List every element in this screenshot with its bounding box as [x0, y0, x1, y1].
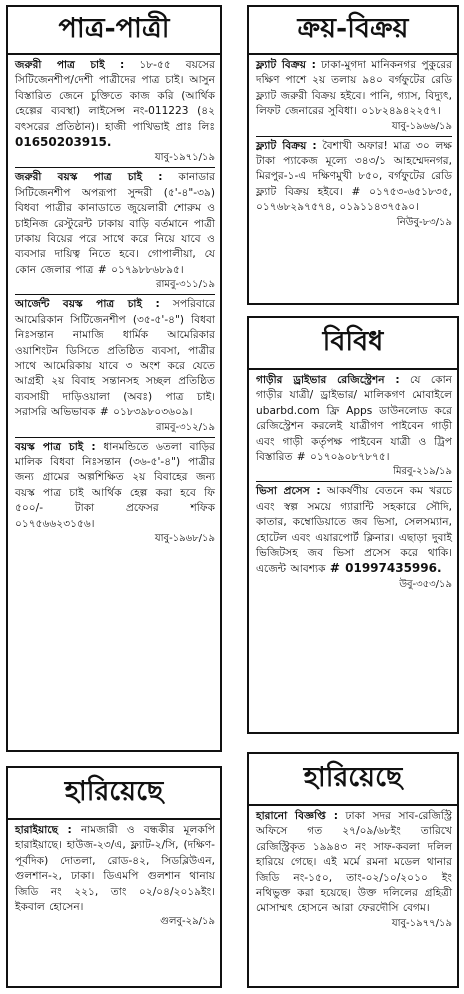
ad-text: ধানমন্ডিতে ৬তলা বাড়ির মালিক বিধবা নিঃসন্তান (৩৬-৫'-৪") পাত্রীর জন্য গ্রামের অল্পশিক্ষিত ২য় বিবাহের জন্য বয়স্ক পাত্র চাই আর্থিক হেল্প করা হবে ফি ৫০০/- টাকা প্রফেসর শফিক ০১৭৫৬৬২৩১৫৬। [15, 440, 215, 530]
section-body [249, 370, 457, 732]
ad-text: ঢাকা-মুগদা মানিকনগর পুকুরের দক্ষিণ পাশে ২য় তলায় ৯৪০ বর্গফুটের রেডি ফ্ল্যাট জরুরী বিক্রয় হইবে। পানি, গ্যাস, বিদ্যুৎ, লিফট জেনারের সুবিধা। ০১৮২৪৯৪২২৫৭। [256, 59, 452, 118]
ad-code: যাবু-১৯৬৬/১৯ [391, 120, 452, 132]
section-title: পাত্র-পাত্রী [8, 7, 220, 55]
ad-code: যাবু-১৯৬৮/১৯ [154, 532, 215, 544]
classified-ad [256, 58, 452, 134]
section-hariyeche-right [247, 752, 459, 988]
ad-phone: # 01997435996. [329, 561, 442, 576]
divider [256, 136, 452, 137]
classified-ad [15, 297, 215, 434]
ad-text: কানাডার সিটিজেনশীপ অপরূপা সুন্দরী (৫'-৪"-৩৯) বিধবা পাত্রীর কানাডাতে জুয়েলারী শোরুম ও চাইনিজ রেস্টুরেন্ট ঢাকায় বাড়ি বর্তমানে পাত্রী ঢাকায় বিয়ের পরে সাথে করে নিয়ে যাবে ও ব্যবসার দায়িত্ব নিতে হবে। গোপালীয়া, যে কোন জেলার পাত্র # ০১৭৯৮৮৬৮৯৫। [15, 171, 215, 276]
section-patro-patri [6, 5, 222, 752]
section-body [8, 820, 220, 986]
ad-code: নিউবু-৮৩/১৯ [396, 216, 452, 228]
section-title: হারিয়েছে [8, 768, 220, 820]
ad-phone: 01650203915. [15, 135, 112, 150]
section-title: বিবিধ [249, 318, 457, 370]
divider [256, 481, 452, 482]
ad-heading: ফ্ল্যাট বিক্রয় : [256, 139, 317, 152]
classified-ad [256, 484, 452, 591]
ad-code: যাবু-১৯৭৭/১৯ [391, 917, 452, 929]
classified-ad [15, 58, 215, 165]
classified-ad [15, 823, 215, 929]
ad-heading: গাড়ীর ড্রাইভার রেজিস্ট্রেশন : [256, 374, 400, 386]
section-title: ক্রয়-বিক্রয় [249, 7, 457, 55]
section-title: হারিয়েছে [249, 754, 457, 806]
section-bibidh [247, 316, 459, 734]
classified-ad [15, 170, 215, 292]
classified-ad [256, 139, 452, 230]
ad-code: রামবু-৩১২/১৯ [156, 421, 215, 433]
ad-text: ঢাকা সদর সাব-রেজিস্ট্রি অফিসে গত ২৭/০৯/৬৮ইং তারিখে রেজিস্ট্রিকৃত ১৯৯৪৩ নং সাফ-কবলা দলিল হারিয়ে গেছে। এই মর্মে রমনা মডেল থানার জিডি নং-১৫০, তাং-০২/১০/২০১০ ইং নথিভুক্ত করা হয়েছে। উক্ত দলিলের গ্রহিত্রী মোসাম্মৎ হোসনে আরা ফেরদৌসি বেগম। [256, 810, 452, 915]
section-body [8, 55, 220, 750]
ad-text: সপরিবারে আমেরিকান সিটিজেনশীপ (৩৫-৫'-৪") বিধবা নিঃসন্তান নামাজি ধার্মিক আমেরিকার ওয়াশিংটন ডিসিতে প্রতিষ্ঠিত ব্যবসা, পাত্রীর সাথে আমেরিকায় যাবে ৩ অংশ করে যেতে আগ্রহী ২য় বিবাহ সন্তানসহ সচ্ছল প্রতিষ্ঠিত ব্যবসায়ী দাড়িওয়ালা (অবঃ) পাত্র চাই। সরাসরি অভিভাবক # ০১৮৩৯৮০৩৬০৯। [15, 298, 215, 419]
ad-code: উবু-৩৫৩/১৯ [399, 578, 452, 590]
ad-text: আকর্ষণীয় বেতনে কম খরচে এবং স্বল্প সময়ে গ্যারান্টি সহকারে সৌদি, কাতার, কম্বোডিয়াতে জব ভিসা, সেলসম্যান, হোটেল এবং এয়ারপোর্ট ক্লিনার। এছাড়া দুবাই ভিজিটসহ জব ভিসা প্রসেস করে থাকি। এজেন্ট আবশ্যক [256, 485, 453, 576]
ad-code: গুলবু-২৯/১৯ [160, 916, 215, 928]
ad-heading: জরুরী পাত্র চাই : [15, 59, 125, 71]
ad-heading: আর্জেন্ট বয়স্ক পাত্র চাই : [15, 298, 160, 311]
classified-ad [15, 440, 215, 546]
ad-heading: বয়স্ক পাত্র চাই : [15, 440, 96, 453]
ad-text: বৈশাখী অফার! মাত্র ৩০ লক্ষ টাকা প্যাকেজ মূল্যে ৩৪৩/১ আহম্মেদনগর, মিরপুর-১-এ দক্ষিণমুখী ৮৫০, বর্গফুটের রেডি ফ্ল্যাট বিক্রয় হইবে। # ০১৭৫৩-৬৫১৮৩৫, ০১৭৬৮২৯৭৫৭৪, ০১৯১১৪৩৭৫৯০। [256, 139, 453, 214]
classified-ad [256, 809, 452, 931]
ad-heading: হারাইয়াছে : [15, 824, 72, 836]
ad-heading: জরুরী বয়স্ক পাত্র চাই : [15, 171, 163, 184]
classified-ad [256, 373, 452, 479]
section-body [249, 55, 457, 303]
ad-code: রামবু-৩১১/১৯ [156, 279, 215, 291]
ad-heading: ভিসা প্রসেস : [256, 485, 321, 498]
ad-heading: হারানো বিজ্ঞপ্তি : [256, 810, 338, 822]
ad-text: নামজারী ও বন্ধকীর মূলকপি হারাইয়াছে। হাউজ-২৩/এ, ফ্ল্যাট-২/সি, (দক্ষিণ-পূর্বদিক) দোতলা, রোড-৪২, সিডব্লিউএন, গুলশান-২, ঢাকা। ডিএমপি গুলশান থানায় জিডি নং ২২১, তাং ০২/০৪/২০১৯ইং। ইকবাল হোসেন। [15, 824, 215, 914]
divider [15, 437, 215, 438]
section-body [249, 806, 457, 986]
section-kroy-bikroy [247, 5, 459, 305]
ad-heading: ফ্ল্যাট বিক্রয় : [256, 59, 316, 71]
divider [15, 294, 215, 295]
section-hariyeche-left [6, 766, 222, 988]
ad-code: মিরবু-২১৯/১৯ [393, 466, 452, 478]
ad-code: যাবু-১৯৭১/১৯ [154, 152, 215, 164]
ad-text: যে কোন গাড়ীর যাত্রী/ ড্রাইভার/ মালিকগণ মোবাইলে ubarbd.com ফ্রি Apps ডাউনলোড করে রেজিস্ট্রেশন করলেই যাত্রীগণ পাইবেন গাড়ী এবং গাড়ী কর্তৃপক্ষ পাইবেন যাত্রী ও ট্রিপ বিস্তারিত # ০১৭০৯০৮৭৮৭৫। [256, 374, 452, 464]
ad-text: ১৮-৫৫ বয়সের সিটিজেনশীপ/দেশী পাত্রীদের পাত্র চাই। আসুন বিস্তারিত জেনে চুক্তিতে কাজ করি (আর্থিক হেল্পের ব্যবস্থা) লাইসেন্স নং-011223 (৪২ বৎসরের প্রতিষ্ঠান)। হাজী পাখিভাই প্রাঃ লিঃ [15, 59, 215, 133]
divider [15, 167, 215, 168]
